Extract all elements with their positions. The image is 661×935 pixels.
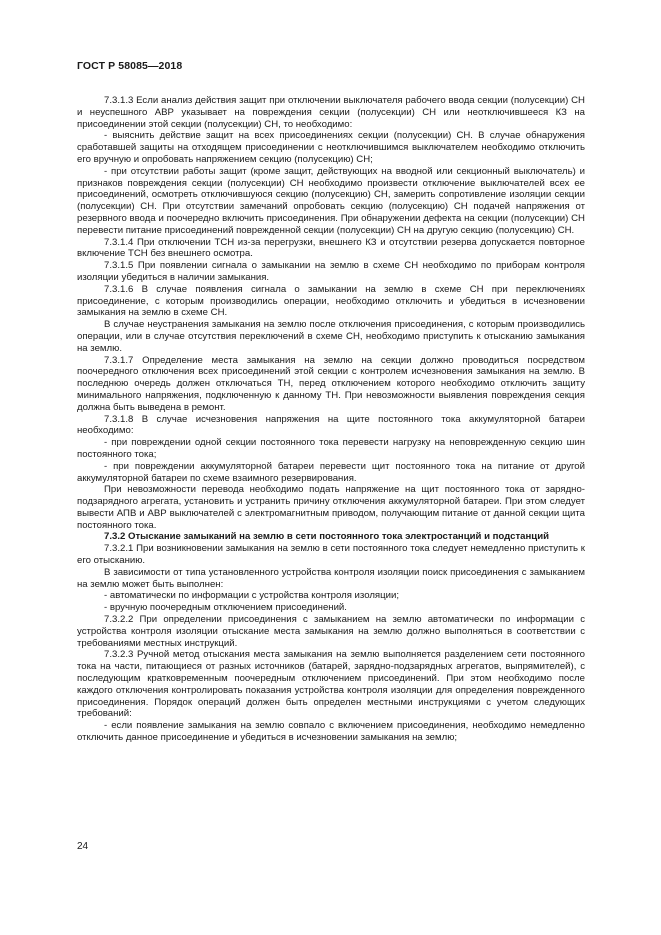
paragraph: 7.3.2.2 При определении присоединения с замыканием на землю автоматически по информации с устройства контроля изоляции отыскание места замыкания на землю должно выполняться в соответствии с требованиями местных инструкций.: [77, 614, 585, 649]
paragraph: 7.3.1.3 Если анализ действия защит при отключении выключателя рабочего ввода секции (полусекции) СН и неуспешного АВР указывает на повреждения секции (полусекции) СН или неотключившееся КЗ на присоединении этой секции (полусекции) СН, то необходимо:: [77, 95, 585, 130]
paragraph: 7.3.1.6 В случае появления сигнала о замыкании на землю в схеме СН при переключениях присоединение, с которым производились операции, необходимо отключить и убедиться в исчезновении замыкания на землю в схеме СН.: [77, 283, 585, 319]
paragraph: - при повреждении одной секции постоянного тока перевести нагрузку на неповрежденную секцию шин постоянного тока;: [77, 437, 585, 460]
paragraph: - при повреждении аккумуляторной батареи перевести щит постоянного тока на питание от другой аккумуляторной батареи по схеме взаимного резервирования.: [77, 460, 585, 484]
paragraph: 7.3.1.4 При отключении ТСН из-за перегрузки, внешнего КЗ и отсутствии резерва допускается повторное включение ТСН без внешнего осмотра.: [77, 236, 585, 260]
paragraph: 7.3.2.1 При возникновении замыкания на землю в сети постоянного тока следует немедленно приступить к его отысканию.: [77, 543, 585, 567]
paragraph: - автоматически по информации с устройства контроля изоляции;: [104, 590, 400, 602]
page-number: 24: [77, 841, 89, 852]
paragraph: - при отсутствии работы защит (кроме защит, действующих на вводной или секционный выключатель) и признаков повреждения секции (полусекции) СН необходимо произвести отключение выключателей всех ее присоединений, осмотреть отключившуюся секцию (полусекцию) СН, замерить сопротивление изоляции секции (полусекции) СН. При отсутствии замечаний опробовать секцию (полусекцию) СН подачей напряжения от резервного ввода и поочередно включить присоединения. При обнаружении дефекта на секции (полусекции) СН перевести питание присоединений поврежденной секции (полусекции) СН на другую секцию (полусекцию) СН.: [77, 165, 585, 236]
paragraph: В зависимости от типа установленного устройства контроля изоляции поиск присоединения с замыканием на землю может быть выполнен:: [77, 566, 585, 590]
paragraph: В случае неустранения замыкания на землю после отключения присоединения, с которым производились операции, или в случае отсутствия переключений в схеме СН, необходимо приступить к отысканию замыкания на землю.: [77, 319, 585, 354]
paragraph: 7.3.2.3 Ручной метод отыскания места замыкания на землю выполняется разделением сети постоянного тока на части, питающиеся от разных источников (батарей, зарядно-подзарядных агрегатов, выпрямителей), с последующим кратковременным поочередным отключением присоединений. При этом необходимо после каждого отключения контролировать показания устройства контроля изоляции для определения поврежденного присоединения. Порядок операций должен быть определен местными инструкциями с учетом следующих требований:: [77, 649, 585, 720]
paragraph: 7.3.1.8 В случае исчезновения напряжения на щите постоянного тока аккумуляторной батареи необходимо:: [77, 413, 585, 437]
paragraph: - выяснить действие защит на всех присоединениях секции (полусекции) СН. В случае обнаружения сработавшей защиты на отходящем присоединении с неотключившимся выключателем необходимо отключить его вручную и опробовать напряжением секцию (полусекцию) СН;: [77, 130, 585, 165]
standard-header: ГОСТ Р 58085—2018: [77, 60, 183, 72]
section-heading: 7.3.2 Отыскание замыканий на землю в сети постоянного тока электростанций и подстанций: [104, 531, 549, 543]
paragraph: 7.3.1.7 Определение места замыкания на землю на секции должно проводиться посредством поочередного отключения всех присоединений этой секции с контролем исчезновения замыкания на землю. В последнюю очередь должен отключаться ТН, перед отключением которого необходимо отключить защиту минимального напряжения, подключенную к данному ТН. При невозможности выявления повреждения секция должна быть выведена в ремонт.: [77, 354, 585, 413]
paragraph: 7.3.1.5 При появлении сигнала о замыкании на землю в схеме СН необходимо по приборам контроля изоляции убедиться в наличии замыкания.: [77, 260, 585, 283]
paragraph: - вручную поочередным отключением присоединений.: [104, 602, 347, 614]
paragraph: При невозможности перевода необходимо подать напряжение на щит постоянного тока от зарядно-подзарядного агрегата, установить и устранить причину отключения аккумуляторной батареи. При этом следует вывести АПВ и АВР выключателей с электромагнитным приводом, получающим питание от данной секции щита постоянного тока.: [77, 484, 585, 531]
document-body: [77, 95, 585, 744]
paragraph: - если появление замыкания на землю совпало с включением присоединения, необходимо немедленно отключить данное присоединение и убедиться в исчезновении замыкания на землю;: [77, 720, 585, 744]
